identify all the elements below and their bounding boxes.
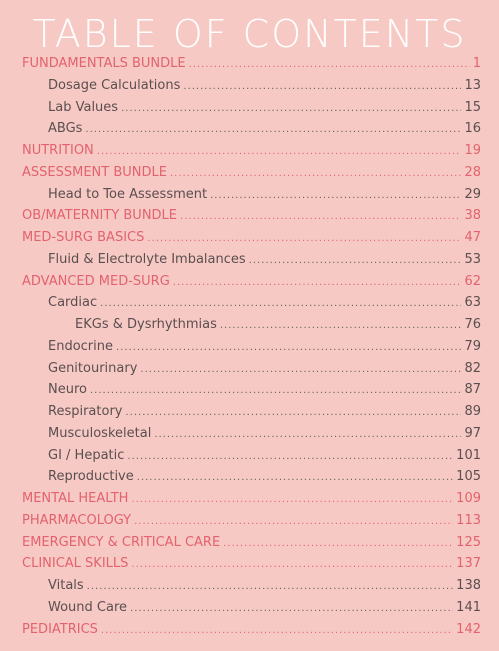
toc-entry-page: 29	[464, 186, 481, 202]
toc-entry-label: GI / Hepatic	[48, 447, 125, 463]
toc-entry-label: PHARMACOLOGY	[22, 512, 132, 528]
toc-entry-label: ASSESSMENT BUNDLE	[22, 164, 167, 180]
toc-entry-label: Reproductive	[48, 469, 134, 485]
dot-leader	[210, 190, 461, 201]
toc-entry-label: Lab Values	[48, 99, 119, 115]
toc-entry[interactable]	[22, 578, 481, 600]
toc-entry-page: 28	[464, 164, 481, 180]
toc-entry-label: Dosage Calculations	[48, 77, 181, 93]
dot-leader	[90, 385, 461, 396]
toc-entry[interactable]	[22, 317, 481, 339]
toc-entry[interactable]	[22, 187, 481, 209]
toc-entry-page: 47	[464, 230, 481, 245]
dot-leader	[140, 364, 461, 375]
toc-entry-label: ADVANCED MED-SURG	[22, 273, 170, 289]
toc-entry-label: ABGs	[48, 121, 83, 137]
toc-entry-page: 125	[456, 534, 481, 550]
toc-entry[interactable]	[22, 230, 481, 252]
toc-entry-page: 38	[464, 208, 481, 224]
toc-entry-page: 53	[464, 251, 481, 267]
dot-leader	[131, 494, 453, 505]
toc-entry-label: EKGs & Dysrhythmias	[75, 317, 217, 332]
dot-leader	[116, 342, 461, 353]
toc-entry[interactable]	[22, 600, 481, 622]
toc-entry-label: Fluid & Electrolyte Imbalances	[48, 251, 246, 267]
toc-entry-page: 82	[464, 360, 481, 376]
toc-entry-label: Endocrine	[48, 338, 113, 354]
toc-entry-label: MED-SURG BASICS	[22, 230, 145, 245]
toc-entry[interactable]	[22, 426, 481, 448]
toc-entry[interactable]	[22, 556, 481, 578]
page-title: TABLE OF CONTENTS	[32, 12, 467, 56]
toc-entry-page: 105	[456, 469, 481, 485]
toc-entry[interactable]	[22, 535, 481, 557]
toc-entry[interactable]	[22, 143, 481, 165]
toc-entry[interactable]	[22, 622, 481, 644]
dot-leader	[249, 255, 462, 266]
toc-entry[interactable]	[22, 491, 481, 513]
toc-entry-page: 15	[464, 99, 481, 115]
dot-leader	[101, 625, 453, 636]
toc-entry-page: 113	[456, 512, 481, 528]
dot-leader	[131, 559, 453, 570]
dot-leader	[87, 581, 454, 592]
toc-entry-label: OB/MATERNITY BUNDLE	[22, 208, 178, 224]
toc-entry[interactable]	[22, 56, 481, 78]
toc-entry-label: Cardiac	[48, 295, 98, 311]
toc-entry[interactable]	[22, 78, 481, 100]
toc-entry-label: Respiratory	[48, 404, 123, 419]
toc-entry[interactable]	[22, 448, 481, 470]
dot-leader	[154, 429, 461, 440]
dot-leader	[147, 233, 461, 244]
dot-leader	[97, 146, 462, 157]
dot-leader	[100, 298, 461, 309]
toc-entry-page: 13	[464, 77, 481, 93]
toc-entry[interactable]	[22, 361, 481, 383]
dot-leader	[180, 211, 461, 222]
toc-entry-page: 63	[464, 295, 481, 311]
toc-entry-page: 62	[464, 273, 481, 289]
toc-entry-page: 142	[456, 621, 481, 637]
toc-entry-label: EMERGENCY & CRITICAL CARE	[22, 534, 221, 550]
toc-entry-label: MENTAL HEALTH	[22, 491, 129, 506]
toc-entry[interactable]	[22, 252, 481, 274]
toc-entry-page: 101	[456, 447, 481, 463]
toc-entry-label: Vitals	[48, 578, 84, 593]
toc-entry-page: 141	[456, 599, 481, 615]
toc-entry[interactable]	[22, 121, 481, 143]
toc-list	[22, 56, 481, 643]
toc-entry-page: 19	[464, 143, 481, 158]
dot-leader	[130, 603, 453, 614]
toc-entry-page: 16	[464, 121, 481, 137]
toc-entry-page: 87	[464, 382, 481, 398]
toc-entry-label: Genitourinary	[48, 360, 138, 376]
dot-leader	[170, 168, 461, 179]
toc-entry[interactable]	[22, 295, 481, 317]
toc-entry[interactable]	[22, 274, 481, 296]
dot-leader	[223, 538, 453, 549]
toc-entry-page: 97	[464, 425, 481, 441]
toc-entry[interactable]	[22, 100, 481, 122]
dot-leader	[173, 277, 462, 288]
toc-entry[interactable]	[22, 165, 481, 187]
toc-entry-page: 137	[456, 556, 481, 572]
dot-leader	[134, 516, 453, 527]
toc-entry-label: CLINICAL SKILLS	[22, 556, 129, 572]
dot-leader	[121, 103, 461, 114]
toc-entry-label: Head to Toe Assessment	[48, 186, 208, 202]
toc-entry[interactable]	[22, 404, 481, 426]
toc-entry-label: Musculoskeletal	[48, 425, 152, 441]
toc-entry[interactable]	[22, 469, 481, 491]
toc-entry[interactable]	[22, 513, 481, 535]
dot-leader	[189, 59, 470, 70]
toc-entry-page: 79	[464, 338, 481, 354]
toc-entry-label: NUTRITION	[22, 143, 94, 158]
toc-entry-label: Wound Care	[48, 599, 128, 615]
dot-leader	[183, 81, 461, 92]
dot-leader	[125, 407, 461, 418]
toc-entry-label: Neuro	[48, 382, 87, 398]
dot-leader	[220, 320, 462, 331]
toc-entry-label: PEDIATRICS	[22, 621, 98, 637]
toc-entry[interactable]	[22, 382, 481, 404]
toc-entry[interactable]	[22, 208, 481, 230]
toc-entry-page: 109	[456, 491, 481, 506]
toc-entry-page: 1	[472, 56, 481, 71]
toc-entry-label: FUNDAMENTALS BUNDLE	[22, 56, 186, 71]
toc-entry[interactable]	[22, 339, 481, 361]
dot-leader	[85, 124, 461, 135]
dot-leader	[137, 472, 453, 483]
toc-entry-page: 138	[456, 578, 481, 593]
toc-entry-page: 76	[464, 317, 481, 332]
toc-entry-page: 89	[464, 404, 481, 419]
dot-leader	[127, 451, 453, 462]
